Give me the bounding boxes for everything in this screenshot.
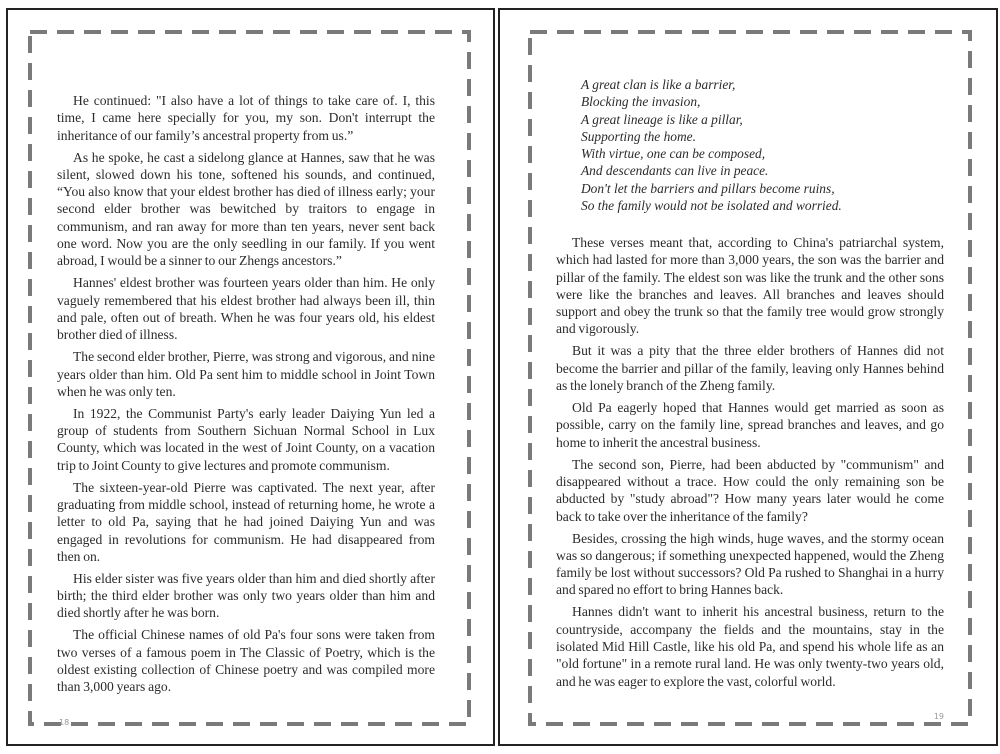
- poem-line: Don't let the barriers and pillars become ruins,: [581, 180, 835, 196]
- paragraph: As he spoke, he cast a sidelong glance at Hannes, saw that he was silent, slowed down his tone, softened his sounds, and continued, “You also know that your eldest brother has died of illness early; your second elder brother was bewitched by traitors to engage in communism, and ran away for more than ten years, never sent back one word. Now you are the only seedling in our family. If you went abroad, I would be a sinner to our Zhengs ancestors.”: [57, 149, 435, 269]
- paragraph: But it was a pity that the three elder brothers of Hannes did not become the barrier and pillar of the family, leaving only Hannes behind as the lonely branch of the Zheng family.: [556, 343, 944, 394]
- poem-line: A great clan is like a barrier,: [581, 77, 736, 92]
- poem: [581, 76, 842, 214]
- paragraph: Besides, crossing the high winds, huge waves, and the stormy ocean was so dangerous; if something unexpected happened, would the Zheng family be lost without successors? Old Pa rushed to Shanghai in a hurry and spared no effort to bring Hannes back.: [556, 530, 944, 598]
- paragraph: The sixteen-year-old Pierre was captivated. The next year, after graduating from middle school, instead of returning home, he wrote a letter to old Pa, saying that he had joined Daiying Yun and was engaged in revolutions for communism. He had disappeared from then on.: [57, 479, 435, 564]
- poem-line: With virtue, one can be composed,: [581, 146, 766, 162]
- poem-line: Supporting the home.: [581, 128, 696, 144]
- paragraph: His elder sister was five years older than him and died shortly after birth; the third elder brother was only two years older than him and died shortly after he was born.: [57, 570, 435, 621]
- poem-line: A great lineage is like a pillar,: [581, 111, 743, 127]
- paragraph: Old Pa eagerly hoped that Hannes would get married as soon as possible, carry on the family line, spread branches and leaves, and go home to inherit the ancestral business.: [556, 400, 944, 450]
- right-page: [498, 8, 998, 746]
- poem-line: Blocking the invasion,: [581, 94, 701, 110]
- poem-line: And descendants can live in peace.: [581, 163, 769, 179]
- left-page: [6, 8, 495, 746]
- paragraph: Hannes didn't want to inherit his ancestral business, return to the countryside, accompany the fields and the mountains, stay in the isolated Mid Hill Castle, like his old Pa, and spend his whole life as an "old fortune" in a remote rural land. He was only twenty-two years old, and he was eager to explore the vast, colorful world.: [556, 604, 944, 689]
- paragraph: The second son, Pierre, had been abducted by "communism" and disappeared without a trace. How could the only remaining son be abducted by "study abroad"? How many years later would he come back to take over the inheritance of the family?: [556, 456, 944, 524]
- page-number: 19: [933, 711, 944, 721]
- paragraph: The second elder brother, Pierre, was strong and vigorous, and nine years older than him. Old Pa sent him to middle school in Joint Town when he was only ten.: [57, 349, 435, 399]
- paragraph: He continued: "I also have a lot of things to take care of. I, this time, I came here specially for you, my son. Don't interrupt the inheritance of our family’s ancestral property from us.”: [57, 93, 435, 143]
- paragraph: These verses meant that, according to China's patriarchal system, which had lasted for more than 3,000 years, the son was the barrier and pillar of the family. The eldest son was like the trunk and the other sons were like the branches and leaves. All branches and leaves should support and obey the trunk so that the family tree would grow strongly and vigorously.: [556, 235, 944, 337]
- page-text: [556, 234, 944, 690]
- page-number: 18: [59, 717, 70, 727]
- page-column: [57, 92, 435, 728]
- page-column: [556, 234, 944, 722]
- page-text: [57, 92, 435, 696]
- poem-line: So the family would not be isolated and worried.: [581, 198, 842, 214]
- paragraph: Hannes' eldest brother was fourteen years older than him. He only vaguely remembered that his eldest brother had always been ill, thin and pale, often out of breath. When he was four years old, his eldest brother died of illness.: [57, 275, 435, 343]
- paragraph: In 1922, the Communist Party's early leader Daiying Yun led a group of students from Southern Sichuan Normal School in Lux County, which was located in the west of Joint County, on a vacation trip to Joint County to give lectures and promote communism.: [57, 405, 435, 473]
- paragraph: The official Chinese names of old Pa's four sons were taken from two verses of a famous poem in The Classic of Poetry, which is the oldest existing collection of Chinese poetry and was compiled more than 3,000 years ago.: [57, 627, 435, 695]
